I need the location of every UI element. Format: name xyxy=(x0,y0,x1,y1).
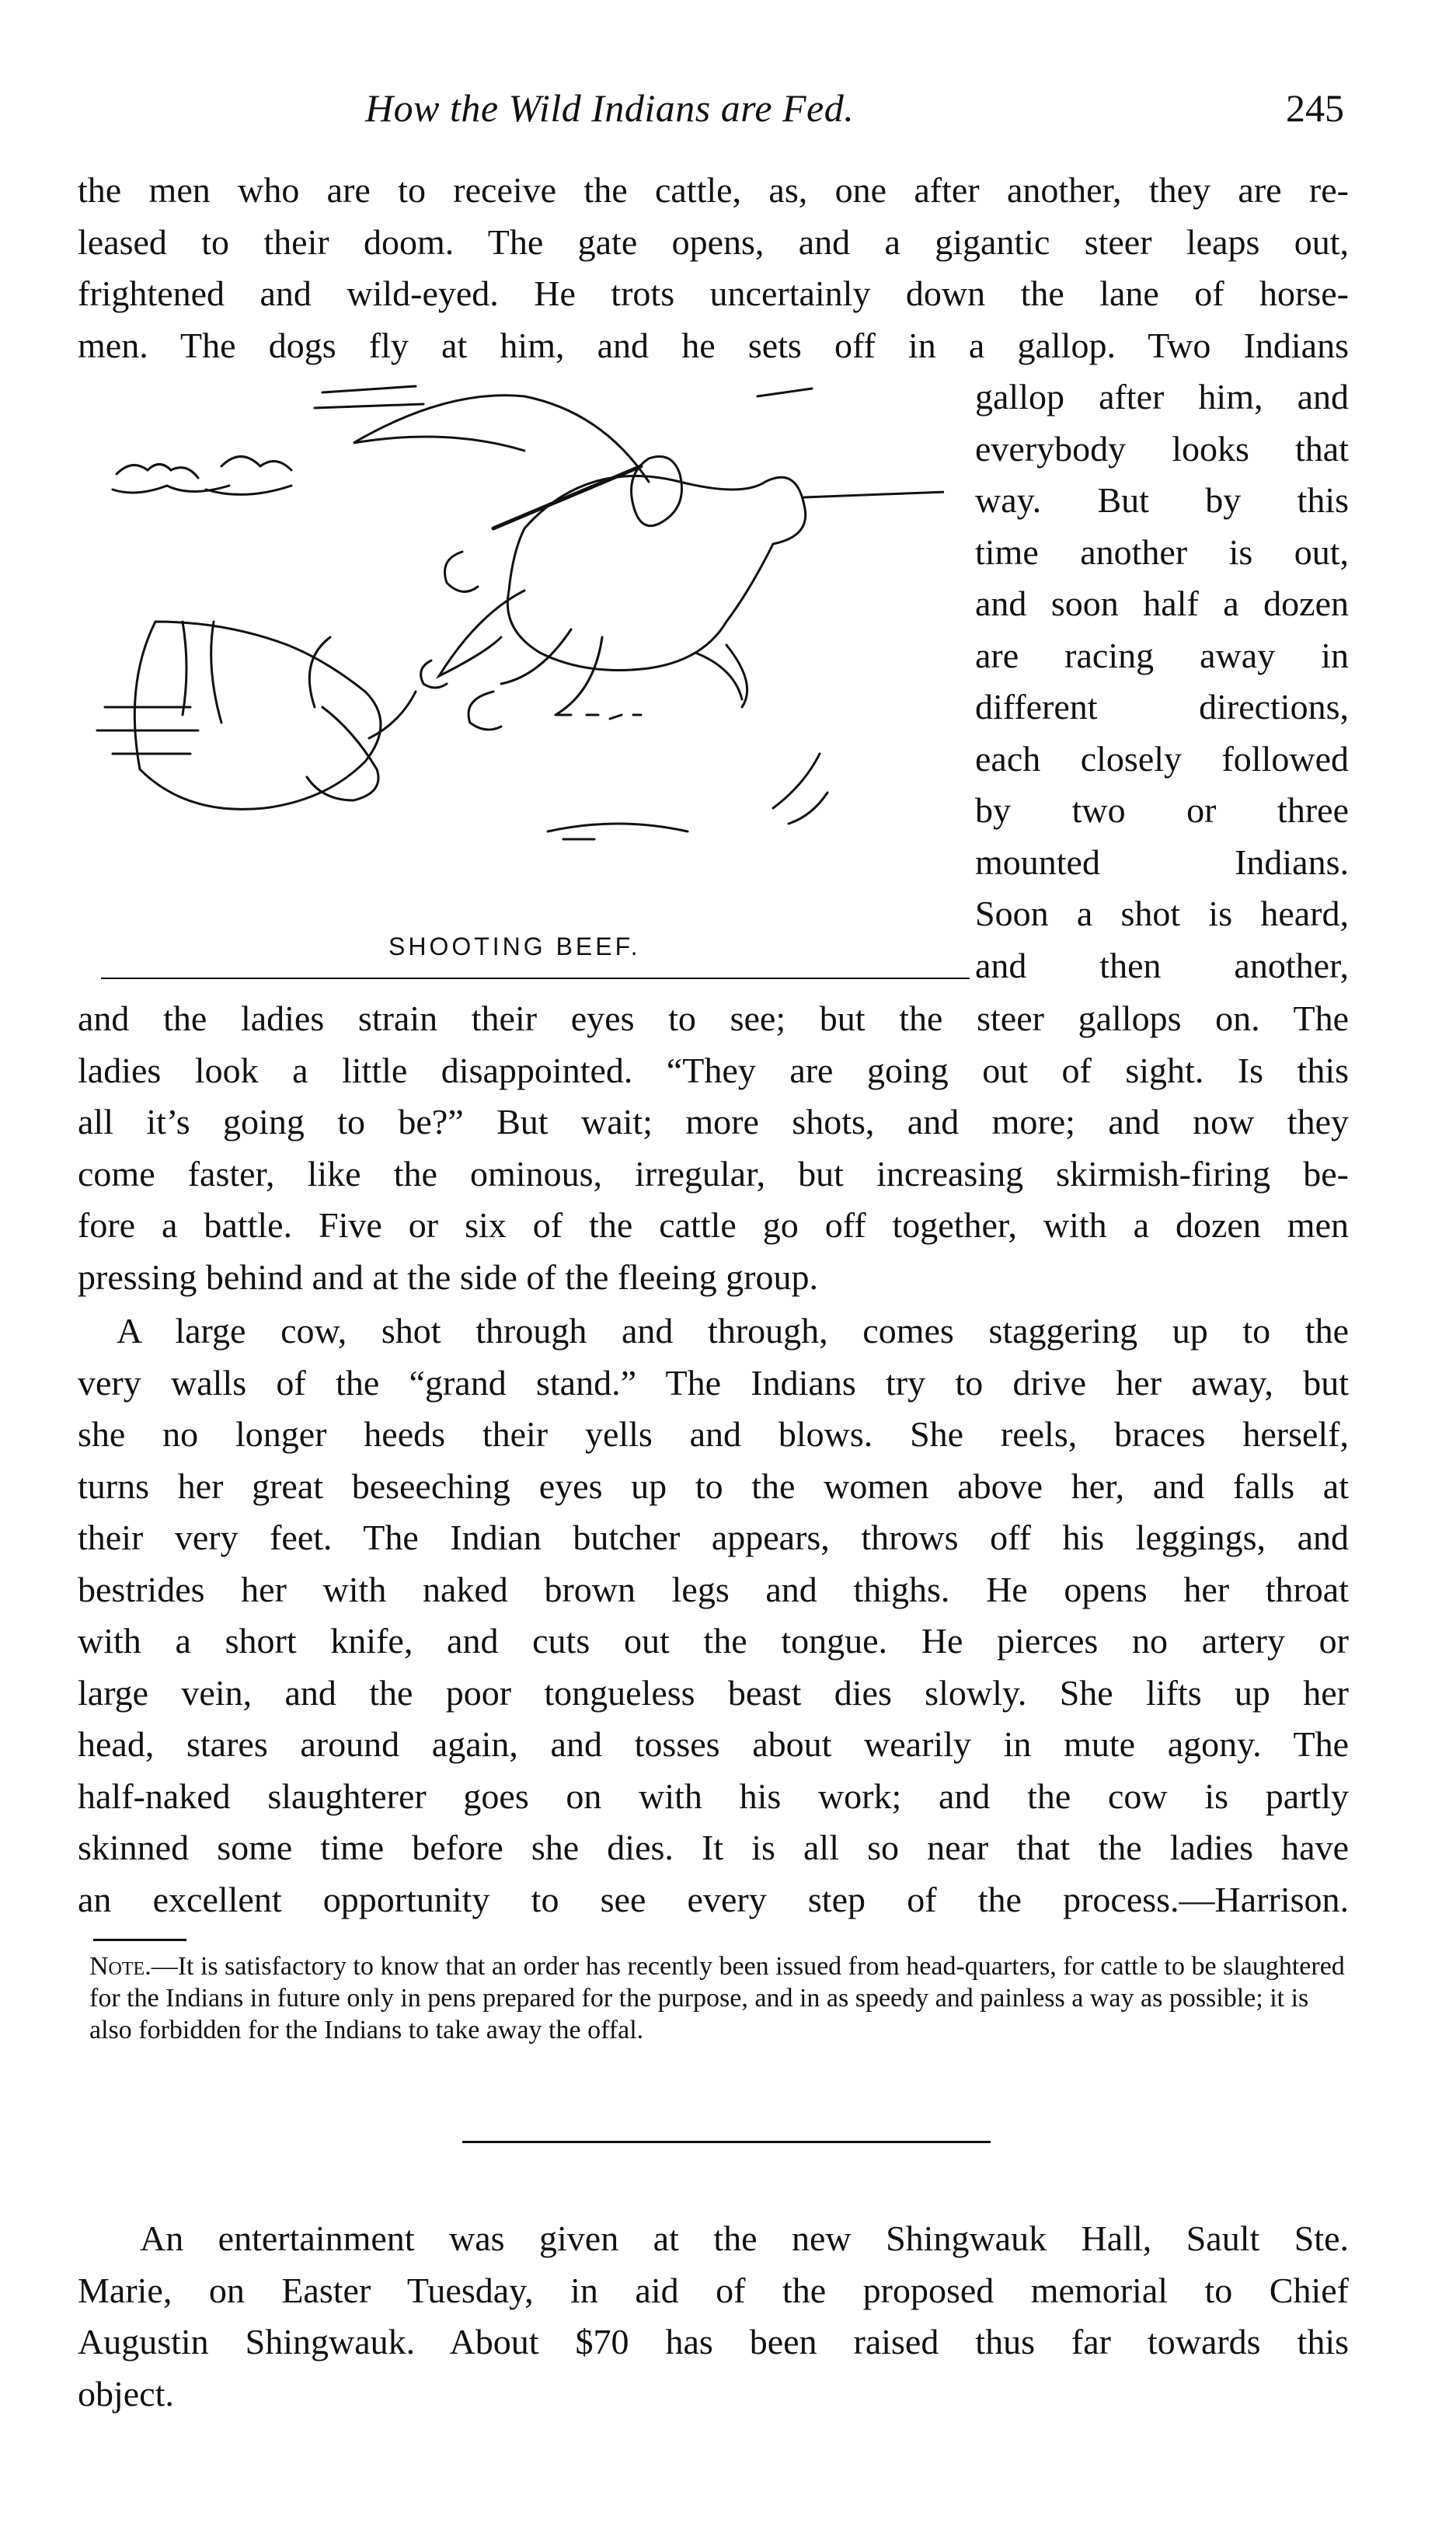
text-line: Marie, on Easter Tuesday, in aid of the proposed memorial to Chief xyxy=(78,2270,1349,2310)
text-line: half-naked slaughterer goes on with his work; and the cow is partly xyxy=(78,1776,1349,1816)
text-line: the men who are to receive the cattle, as, one after another, they are re- xyxy=(78,170,1349,210)
text-line: men. The dogs fly at him, and he sets off in a gallop. Two Indians xyxy=(78,325,1349,365)
figure-rule xyxy=(101,978,970,979)
text-line: all it’s going to be?” But wait; more shots, and more; and now they xyxy=(78,1102,1349,1142)
figure-caption: SHOOTING BEEF. xyxy=(388,932,641,960)
text-line: she no longer heeds their yells and blows. She reels, braces herself, xyxy=(78,1414,1349,1454)
text-line: time another is out, xyxy=(975,532,1349,572)
text-line: A large cow, shot through and through, comes staggering up to the xyxy=(117,1311,1349,1351)
text-line: an excellent opportunity to see every step of the process.—Harrison. xyxy=(78,1879,1349,1919)
text-line: and then another, xyxy=(975,945,1349,985)
paragraph-cow xyxy=(78,1305,1349,1926)
text-line: mounted Indians. xyxy=(975,842,1349,882)
text-line: everybody looks that xyxy=(975,428,1349,469)
text-line: with a short knife, and cuts out the tongue. He pierces no artery or xyxy=(78,1621,1349,1661)
paragraph-entertainment xyxy=(78,2213,1349,2420)
text-line: large vein, and the poor tongueless beast dies slowly. She lifts up her xyxy=(78,1672,1349,1713)
running-title: How the Wild Indians are Fed. xyxy=(365,86,855,130)
text-line: pressing behind and at the side of the fleeing group. xyxy=(78,1257,818,1297)
text-line: gallop after him, and xyxy=(975,377,1349,417)
text-line: come faster, like the ominous, irregular, but increasing skirmish-firing be- xyxy=(78,1153,1349,1194)
text-line: way. But by this xyxy=(975,480,1349,520)
section-separator xyxy=(462,2141,991,2143)
paragraph-opening xyxy=(78,165,1349,371)
text-line: their very feet. The Indian butcher appears, throws off his leggings, and xyxy=(78,1518,1349,1557)
text-line: and the ladies strain their eyes to see; but the steer gallops on. The xyxy=(78,999,1349,1038)
text-line: object. xyxy=(78,2373,174,2414)
page-header xyxy=(365,85,1344,140)
text-line: different directions, xyxy=(975,687,1349,727)
text-line: ladies look a little disappointed. “They are going out of sight. Is this xyxy=(78,1050,1349,1090)
text-line: and soon half a dozen xyxy=(975,584,1349,623)
note-label: Note. xyxy=(89,1952,152,1981)
text-line: An entertainment was given at the new Shingwauk Hall, Sault Ste. xyxy=(140,2219,1349,2258)
text-line: each closely followed xyxy=(975,738,1349,779)
text-line: head, stares around again, and tosses about wearily in mute agony. The xyxy=(78,1724,1349,1764)
footnote xyxy=(89,1950,1348,2046)
note-rule xyxy=(93,1939,186,1941)
side-column xyxy=(975,371,1349,992)
text-line: by two or three xyxy=(975,790,1349,830)
text-line: turns her great beseeching eyes up to the women above her, and falls at xyxy=(78,1466,1349,1506)
page-number: 245 xyxy=(1286,86,1344,130)
text-line: frightened and wild-eyed. He trots uncertainly down the lane of horse- xyxy=(78,274,1349,313)
text-line: are racing away in xyxy=(975,635,1349,675)
paragraph-continued xyxy=(78,993,1349,1303)
text-line: Augustin Shingwauk. About $70 has been raised thus far towards this xyxy=(78,2322,1349,2361)
text-line: leased to their doom. The gate opens, and a gigantic steer leaps out, xyxy=(78,221,1349,262)
shooting-beef-illustration xyxy=(89,373,944,878)
text-line: very walls of the “grand stand.” The Indians try to drive her away, but xyxy=(78,1362,1349,1403)
text-line: Soon a shot is heard, xyxy=(975,894,1349,933)
text-line: skinned some time before she dies. It is all so near that the ladies have xyxy=(78,1828,1349,1867)
text-line: bestrides her with naked brown legs and thighs. He opens her throat xyxy=(78,1569,1349,1609)
text-line: fore a battle. Five or six of the cattle go off together, with a dozen men xyxy=(78,1205,1349,1245)
note-text: —It is satisfactory to know that an order has recently been issued from head-quarters, for cattle to be slaughtered for the Indians in future only in pens prepared for the purpose, and in as speedy and painless a way as possible; it is also forbidden for the Indians to take away the offal. xyxy=(89,1952,1345,2044)
